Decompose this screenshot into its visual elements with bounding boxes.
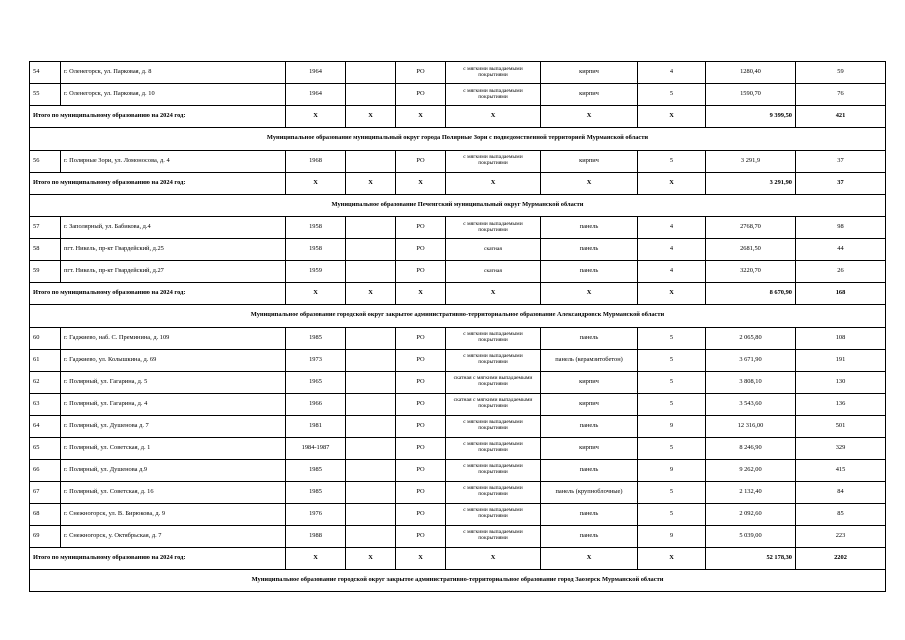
wall-material-cell: кирпич <box>541 437 638 459</box>
fund-form-cell: РО <box>396 327 446 349</box>
section-header-row <box>30 569 886 592</box>
residents-cell: 108 <box>796 327 886 349</box>
area-cell: 8 246,90 <box>706 437 796 459</box>
wall-material-cell: панель (крупноблочные) <box>541 481 638 503</box>
address-cell: г. Полярный, ул. Душенова д. 7 <box>61 415 286 437</box>
section-title: Муниципальное образование городской округ закрытое административно-территориальное образование город Заозерск Мурманской области <box>30 569 886 592</box>
total-x-cell: X <box>346 106 396 128</box>
area-cell: 2 132,40 <box>706 481 796 503</box>
roof-type-cell: с мягкими выпадаемыми покрытиями <box>446 503 541 525</box>
fund-form-cell: РО <box>396 525 446 547</box>
fund-form-cell: РО <box>396 503 446 525</box>
row-number-cell: 59 <box>30 261 61 283</box>
total-x-cell: X <box>286 547 346 569</box>
total-area-cell: 8 670,90 <box>706 283 796 305</box>
residents-cell: 191 <box>796 349 886 371</box>
table-row <box>30 415 886 437</box>
total-label: Итого по муниципальному образованию на 2024 год: <box>30 172 286 194</box>
floors-cell: 5 <box>638 327 706 349</box>
total-x-cell: X <box>541 106 638 128</box>
roof-type-cell: с мягкими выпадаемыми покрытиями <box>446 84 541 106</box>
wall-material-cell: кирпич <box>541 62 638 84</box>
address-cell: г. Оленегорск, ул. Парковая, д. 10 <box>61 84 286 106</box>
year-cell: 1966 <box>286 393 346 415</box>
table-row <box>30 525 886 547</box>
residents-cell: 85 <box>796 503 886 525</box>
year-cell: 1968 <box>286 150 346 172</box>
row-number-cell: 56 <box>30 150 61 172</box>
row-number-cell: 54 <box>30 62 61 84</box>
area-cell: 3 543,60 <box>706 393 796 415</box>
address-cell: пгт. Никель, пр-кт Гвардейский, д.27 <box>61 261 286 283</box>
year-extra-cell <box>346 217 396 239</box>
residents-cell: 76 <box>796 84 886 106</box>
total-residents-cell: 37 <box>796 172 886 194</box>
fund-form-cell: РО <box>396 150 446 172</box>
wall-material-cell: панель <box>541 327 638 349</box>
year-extra-cell <box>346 481 396 503</box>
fund-form-cell: РО <box>396 415 446 437</box>
area-cell: 1280,40 <box>706 62 796 84</box>
total-x-cell: X <box>638 172 706 194</box>
total-x-cell: X <box>346 283 396 305</box>
total-x-cell: X <box>346 172 396 194</box>
floors-cell: 4 <box>638 217 706 239</box>
total-x-cell: X <box>638 547 706 569</box>
total-x-cell: X <box>638 283 706 305</box>
row-number-cell: 68 <box>30 503 61 525</box>
table-row <box>30 327 886 349</box>
total-residents-cell: 2202 <box>796 547 886 569</box>
area-cell: 3 291,9 <box>706 150 796 172</box>
address-cell: г. Гаджиево, наб. С. Преминина, д. 109 <box>61 327 286 349</box>
wall-material-cell: панель <box>541 239 638 261</box>
floors-cell: 4 <box>638 239 706 261</box>
year-extra-cell <box>346 437 396 459</box>
fund-form-cell: РО <box>396 62 446 84</box>
total-label: Итого по муниципальному образованию на 2024 год: <box>30 547 286 569</box>
address-cell: г. Снежногорск, у. Октябрьская, д. 7 <box>61 525 286 547</box>
year-extra-cell <box>346 503 396 525</box>
total-area-cell: 3 291,90 <box>706 172 796 194</box>
table-row <box>30 239 886 261</box>
year-extra-cell <box>346 62 396 84</box>
floors-cell: 5 <box>638 349 706 371</box>
address-cell: г. Полярные Зори, ул. Ломоносова, д. 4 <box>61 150 286 172</box>
row-number-cell: 66 <box>30 459 61 481</box>
area-cell: 2 065,80 <box>706 327 796 349</box>
year-cell: 1958 <box>286 239 346 261</box>
section-header-row <box>30 305 886 328</box>
row-number-cell: 61 <box>30 349 61 371</box>
area-cell: 1590,70 <box>706 84 796 106</box>
area-cell: 2768,70 <box>706 217 796 239</box>
total-x-cell: X <box>446 283 541 305</box>
total-x-cell: X <box>446 547 541 569</box>
total-residents-cell: 168 <box>796 283 886 305</box>
year-cell: 1985 <box>286 481 346 503</box>
year-extra-cell <box>346 327 396 349</box>
row-number-cell: 65 <box>30 437 61 459</box>
area-cell: 5 039,00 <box>706 525 796 547</box>
residents-cell: 98 <box>796 217 886 239</box>
residents-cell: 130 <box>796 371 886 393</box>
table-row <box>30 349 886 371</box>
year-extra-cell <box>346 525 396 547</box>
year-extra-cell <box>346 415 396 437</box>
year-cell: 1973 <box>286 349 346 371</box>
residents-cell: 223 <box>796 525 886 547</box>
total-residents-cell: 421 <box>796 106 886 128</box>
fund-form-cell: РО <box>396 217 446 239</box>
total-x-cell: X <box>638 106 706 128</box>
area-cell: 3 808,10 <box>706 371 796 393</box>
total-row <box>30 172 886 194</box>
total-row <box>30 547 886 569</box>
roof-type-cell: скатная с мягкими выпадаемыми покрытиями <box>446 393 541 415</box>
table-row <box>30 393 886 415</box>
year-extra-cell <box>346 150 396 172</box>
roof-type-cell: с мягкими выпадаемыми покрытиями <box>446 349 541 371</box>
table-row <box>30 150 886 172</box>
row-number-cell: 67 <box>30 481 61 503</box>
section-title: Муниципальное образование муниципальный округ города Полярные Зори с подведомственной территорией Мурманской области <box>30 128 886 151</box>
year-extra-cell <box>346 261 396 283</box>
total-x-cell: X <box>346 547 396 569</box>
year-cell: 1985 <box>286 459 346 481</box>
housing-register-table <box>29 61 886 592</box>
year-cell: 1964 <box>286 84 346 106</box>
roof-type-cell: скатная <box>446 261 541 283</box>
total-label: Итого по муниципальному образованию на 2024 год: <box>30 283 286 305</box>
address-cell: г. Заполярный, ул. Бабикова, д.4 <box>61 217 286 239</box>
floors-cell: 9 <box>638 459 706 481</box>
wall-material-cell: кирпич <box>541 393 638 415</box>
row-number-cell: 58 <box>30 239 61 261</box>
table-row <box>30 217 886 239</box>
total-x-cell: X <box>286 106 346 128</box>
residents-cell: 37 <box>796 150 886 172</box>
total-x-cell: X <box>286 283 346 305</box>
fund-form-cell: РО <box>396 371 446 393</box>
residents-cell: 59 <box>796 62 886 84</box>
table-row <box>30 62 886 84</box>
residents-cell: 26 <box>796 261 886 283</box>
fund-form-cell: РО <box>396 84 446 106</box>
roof-type-cell: с мягкими выпадаемыми покрытиями <box>446 525 541 547</box>
year-extra-cell <box>346 393 396 415</box>
year-extra-cell <box>346 239 396 261</box>
roof-type-cell: с мягкими выпадаемыми покрытиями <box>446 327 541 349</box>
table-row <box>30 437 886 459</box>
row-number-cell: 63 <box>30 393 61 415</box>
roof-type-cell: с мягкими выпадаемыми покрытиями <box>446 481 541 503</box>
total-x-cell: X <box>396 547 446 569</box>
wall-material-cell: кирпич <box>541 84 638 106</box>
total-x-cell: X <box>396 106 446 128</box>
roof-type-cell: с мягкими выпадаемыми покрытиями <box>446 459 541 481</box>
roof-type-cell: с мягкими выпадаемыми покрытиями <box>446 62 541 84</box>
wall-material-cell: панель <box>541 459 638 481</box>
floors-cell: 5 <box>638 503 706 525</box>
wall-material-cell: панель <box>541 525 638 547</box>
residents-cell: 329 <box>796 437 886 459</box>
address-cell: г. Полярный, ул. Советская, д. 16 <box>61 481 286 503</box>
year-extra-cell <box>346 84 396 106</box>
total-label: Итого по муниципальному образованию на 2024 год: <box>30 106 286 128</box>
total-x-cell: X <box>541 172 638 194</box>
area-cell: 3220,70 <box>706 261 796 283</box>
total-x-cell: X <box>396 172 446 194</box>
roof-type-cell: с мягкими выпадаемыми покрытиями <box>446 415 541 437</box>
year-cell: 1965 <box>286 371 346 393</box>
year-cell: 1976 <box>286 503 346 525</box>
table-row <box>30 481 886 503</box>
address-cell: г. Гаджиево, ул. Колышкина, д. 69 <box>61 349 286 371</box>
address-cell: г. Снежногорск, ул. В. Бирюкова, д. 9 <box>61 503 286 525</box>
year-extra-cell <box>346 459 396 481</box>
area-cell: 9 262,00 <box>706 459 796 481</box>
address-cell: г. Полярный, ул. Гагарина, д. 4 <box>61 393 286 415</box>
row-number-cell: 64 <box>30 415 61 437</box>
year-cell: 1958 <box>286 217 346 239</box>
total-row <box>30 106 886 128</box>
area-cell: 2681,50 <box>706 239 796 261</box>
table-row <box>30 84 886 106</box>
total-x-cell: X <box>286 172 346 194</box>
floors-cell: 5 <box>638 393 706 415</box>
total-x-cell: X <box>541 283 638 305</box>
row-number-cell: 69 <box>30 525 61 547</box>
roof-type-cell: с мягкими выпадаемыми покрытиями <box>446 150 541 172</box>
year-cell: 1985 <box>286 327 346 349</box>
floors-cell: 5 <box>638 437 706 459</box>
year-cell: 1988 <box>286 525 346 547</box>
wall-material-cell: панель <box>541 217 638 239</box>
section-header-row <box>30 128 886 151</box>
roof-type-cell: скатная <box>446 239 541 261</box>
section-title: Муниципальное образование городской округ закрытое административно-территориальное образование Александровск Мурманской области <box>30 305 886 328</box>
address-cell: г. Полярный, ул. Советская, д. 1 <box>61 437 286 459</box>
fund-form-cell: РО <box>396 481 446 503</box>
floors-cell: 5 <box>638 84 706 106</box>
address-cell: г. Оленегорск, ул. Парковая, д. 8 <box>61 62 286 84</box>
wall-material-cell: панель <box>541 261 638 283</box>
total-x-cell: X <box>446 172 541 194</box>
address-cell: г. Полярный, ул. Душенова д.9 <box>61 459 286 481</box>
row-number-cell: 55 <box>30 84 61 106</box>
area-cell: 2 092,60 <box>706 503 796 525</box>
year-cell: 1959 <box>286 261 346 283</box>
wall-material-cell: кирпич <box>541 150 638 172</box>
fund-form-cell: РО <box>396 239 446 261</box>
floors-cell: 9 <box>638 525 706 547</box>
wall-material-cell: панель (керамзитобетон) <box>541 349 638 371</box>
roof-type-cell: скатная с мягкими выпадаемыми покрытиями <box>446 371 541 393</box>
year-extra-cell <box>346 371 396 393</box>
floors-cell: 5 <box>638 150 706 172</box>
floors-cell: 9 <box>638 415 706 437</box>
table-row <box>30 459 886 481</box>
table-row <box>30 261 886 283</box>
total-x-cell: X <box>446 106 541 128</box>
fund-form-cell: РО <box>396 261 446 283</box>
total-area-cell: 52 178,30 <box>706 547 796 569</box>
fund-form-cell: РО <box>396 437 446 459</box>
table-row <box>30 503 886 525</box>
residents-cell: 415 <box>796 459 886 481</box>
register-body <box>30 62 886 592</box>
total-area-cell: 9 399,50 <box>706 106 796 128</box>
floors-cell: 5 <box>638 371 706 393</box>
row-number-cell: 57 <box>30 217 61 239</box>
residents-cell: 84 <box>796 481 886 503</box>
year-cell: 1981 <box>286 415 346 437</box>
section-title: Муниципальное образование Печенгский муниципальный округ Мурманской области <box>30 194 886 217</box>
wall-material-cell: кирпич <box>541 371 638 393</box>
total-x-cell: X <box>396 283 446 305</box>
year-cell: 1984-1987 <box>286 437 346 459</box>
year-extra-cell <box>346 349 396 371</box>
row-number-cell: 62 <box>30 371 61 393</box>
roof-type-cell: с мягкими выпадаемыми покрытиями <box>446 217 541 239</box>
wall-material-cell: панель <box>541 503 638 525</box>
floors-cell: 4 <box>638 62 706 84</box>
fund-form-cell: РО <box>396 349 446 371</box>
year-cell: 1964 <box>286 62 346 84</box>
section-header-row <box>30 194 886 217</box>
table-row <box>30 371 886 393</box>
total-x-cell: X <box>541 547 638 569</box>
address-cell: пгт. Никель, пр-кт Гвардейский, д.25 <box>61 239 286 261</box>
fund-form-cell: РО <box>396 393 446 415</box>
wall-material-cell: панель <box>541 415 638 437</box>
address-cell: г. Полярный, ул. Гагарина, д. 5 <box>61 371 286 393</box>
area-cell: 12 316,00 <box>706 415 796 437</box>
residents-cell: 501 <box>796 415 886 437</box>
roof-type-cell: с мягкими выпадаемыми покрытиями <box>446 437 541 459</box>
residents-cell: 136 <box>796 393 886 415</box>
fund-form-cell: РО <box>396 459 446 481</box>
total-row <box>30 283 886 305</box>
residents-cell: 44 <box>796 239 886 261</box>
row-number-cell: 60 <box>30 327 61 349</box>
floors-cell: 4 <box>638 261 706 283</box>
area-cell: 3 671,90 <box>706 349 796 371</box>
floors-cell: 5 <box>638 481 706 503</box>
